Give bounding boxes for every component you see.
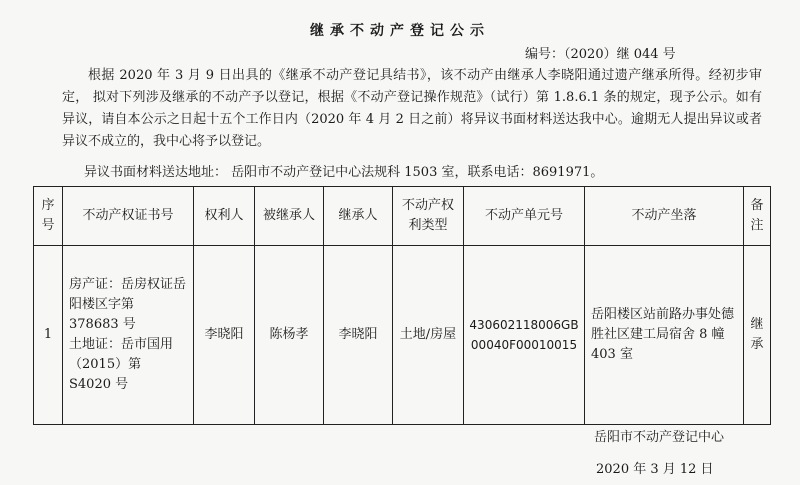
cell-heir: 李晓阳 [324,246,393,425]
cell-right-type: 土地/房屋 [393,246,464,425]
header-remark: 备注 [744,187,771,246]
header-owner: 权利人 [194,187,255,246]
cell-unit-no: 430602118006GB00040F00010015 [464,246,585,425]
table-row [34,246,771,425]
cell-owner: 李晓阳 [194,246,255,425]
cell-seq: 1 [34,246,63,425]
cert-house: 房产证：岳房权证岳阳楼区字第 378683 号 [69,277,187,332]
header-right-type: 不动产权利类型 [393,187,464,246]
notice-body [62,65,762,153]
cell-cert [63,246,194,425]
header-cert: 不动产权证书号 [63,187,194,246]
issue-date: 2020 年 3 月 12 日 [596,462,714,477]
cert-land: 土地证：岳市国用（2015）第 S4020 号 [69,337,174,392]
notice-paragraph: 根据 2020 年 3 月 9 日出具的《继承不动产登记具结书》，该不动产由继承人李晓阳通过遗产继承所得。经初步审定， 拟对下列涉及继承的不动产予以登记，根据《不动产登记操作规范》（试行）第 1.8.6.1 条的规定，现予公示。如有异议，请自本公示之日起十五个工作日内（2020 年 4 月 2 日之前）将异议书面材料送达我中心。逾期无人提出异议或者异议不成立的，我中心将予以登记。 [62,68,762,149]
document-number: 编号：（2020）继 044 号 [525,47,676,62]
cell-remark: 继承 [744,246,771,425]
page-title: 继承不动产登记公示 [310,23,490,39]
cell-decedent: 陈杨孝 [255,246,324,425]
issuing-organization: 岳阳市不动产登记中心 [594,430,725,445]
property-table [33,186,771,425]
objection-address: 异议书面材料送达地址： 岳阳市不动产登记中心法规科 1503 室，联系电话：8691971。 [84,165,604,180]
header-heir: 继承人 [324,187,393,246]
header-decedent: 被继承人 [255,187,324,246]
header-location: 不动产坐落 [585,187,744,246]
header-unit-no: 不动产单元号 [464,187,585,246]
cell-location: 岳阳楼区站前路办事处德胜社区建工局宿舍 8 幢 403 室 [585,246,744,425]
table-header-row [34,187,771,246]
header-seq: 序号 [34,187,63,246]
